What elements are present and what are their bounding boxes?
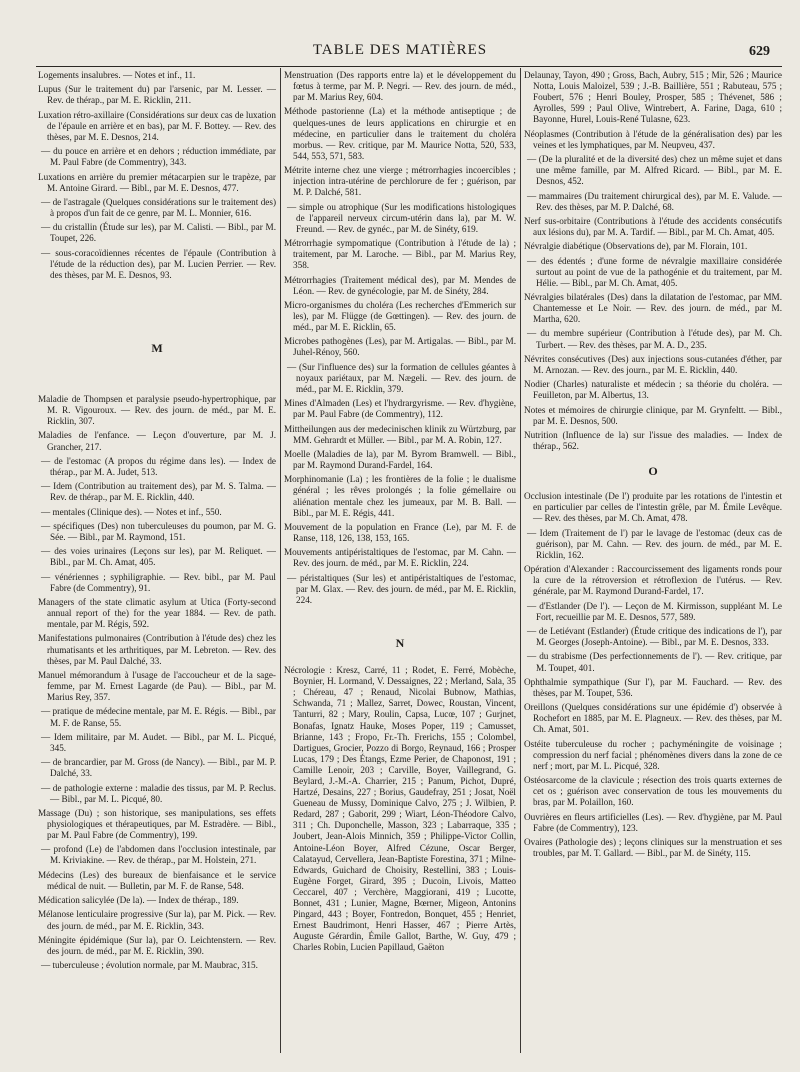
- index-entry: — de brancardier, par M. Gross (de Nancy). — Bibl., par M. P. Dalché, 33.: [41, 757, 276, 779]
- index-entry: Méningite épidémique (Sur la), par O. Leichtenstern. — Rev. des journ. de méd., par M. E. Ricklin, 390.: [38, 934, 276, 956]
- index-entry: Méthode pastorienne (La) et la méthode antiseptique ; de quelques-unes de leurs applications en chirurgie et en médecine, en particulier dans le traitement du choléra morbus. — Rev. critique, par M. Maurice Notta, 520, 533, 544, 553, 571, 583.: [284, 106, 516, 161]
- index-entry: Manifestations pulmonaires (Contribution à l'étude des) chez les rhumatisants et les arthritiques, par M. Lebreton. — Rev. des thèses, par M. Paul Dalché, 33.: [38, 633, 276, 666]
- index-entry: Maladie de Thompsen et paralysie pseudo-hypertrophique, par M. R. Vigouroux. — Rev. des journ. de méd., par M. E. Ricklin, 307.: [38, 394, 276, 427]
- index-entry: — du membre supérieur (Contribution à l'étude des), par M. Ch. Turbert. — Rev. des thèses, par M. A. D., 235.: [527, 328, 782, 350]
- index-entry: Managers of the state climatic asylum at Utica (Forty-second annual report of the) for the year 1884. — Rev. de path. mentale, par M. Régis, 592.: [38, 597, 276, 630]
- index-entry: — Idem militaire, par M. Audet. — Bibl., par M. L. Picqué, 345.: [41, 731, 276, 753]
- index-entry: Manuel mémorandum à l'usage de l'accoucheur et de la sage-femme, par M. Ernest Lagarde (de Pau). — Bibl., par M. Marius Rey, 357.: [38, 669, 276, 703]
- index-entry: Luxation rétro-axillaire (Considérations sur deux cas de luxation de l'épaule en arrière et en bas), par M. F. Bottey. — Rev. des thèses, par M. E. Desnos, 214.: [38, 109, 276, 142]
- index-entry: — du strabisme (Des perfectionnements de l'). — Rev. critique, par M. Toupet, 401.: [527, 651, 782, 673]
- index-entry: — spécifiques (Des) non tuberculeuses du poumon, par M. G. Sée. — Bibl., par M. Raymond, 151.: [41, 520, 276, 542]
- index-entry: Ostéosarcome de la clavicule ; résection des trois quarts externes de cet os ; guérison avec conservation de tous les mouvements du bras, par M. Polaillon, 160.: [524, 775, 782, 808]
- column-divider-left: [280, 68, 281, 1053]
- index-entry: Métrorrhagie sympomatique (Contribution à l'étude de la) ; traitement, par M. Laroche. — Bibl., par M. Marius Rey, 358.: [284, 238, 516, 271]
- index-entry: Ovaires (Pathologie des) ; leçons cliniques sur la menstruation et ses troubles, par M. T. Gallard. — Bibl., par M. de Sinéty, 115.: [524, 836, 782, 859]
- index-entry: Occlusion intestinale (De l') produite par les rotations de l'intestin et en particulier par celles de l'intestin grêle, par M. Émile Levêque. — Rev. des thèses, par M. Ch. Amat, 478.: [524, 491, 782, 524]
- index-entry: Moelle (Maladies de la), par M. Byrom Bramwell. — Bibl., par M. Raymond Durand-Fardel, 164.: [284, 448, 516, 471]
- index-entry: Lupus (Sur le traitement du) par l'arsenic, par M. Lesser. — Rev. de thérap., par M. E. Ricklin, 211.: [38, 84, 276, 106]
- index-column-2: [284, 70, 516, 1055]
- index-entry: Massage (Du) ; son historique, ses manipulations, ses effets physiologiques et thérapeutiques, par M. Estradère. — Bibl., par M. Paul Fabre (de Commentry), 199.: [38, 807, 276, 841]
- entry-group-m-cont: [284, 70, 516, 606]
- index-entry: — des voies urinaires (Leçons sur les), par M. Reliquet. — Bibl., par M. Ch. Amat, 405.: [41, 546, 276, 568]
- index-entry: — du cristallin (Étude sur les), par M. Calisti. — Bibl., par M. Toupet, 226.: [41, 222, 276, 244]
- running-head: [0, 42, 800, 62]
- index-entry: — d'Estlander (De l'). — Leçon de M. Kirmisson, suppléant M. Le Fort, recueillie par M. E. Desnos, 577, 589.: [527, 600, 782, 622]
- entry-group-m: [38, 394, 276, 971]
- index-entry: Luxations en arrière du premier métacarpien sur le trapèze, par M. Antoine Girard. — Bibl., par M. E. Desnos, 477.: [38, 171, 276, 193]
- index-entry: — (De la pluralité et de la diversité des) chez un même sujet et dans une même famille, par M. Alfred Ricard. — Bibl., par M. E. Desnos, 452.: [527, 154, 782, 187]
- index-entry: Ophthalmie sympathique (Sur l'), par M. Fauchard. — Rev. des thèses, par M. Toupet, 536.: [524, 676, 782, 698]
- section-letter-o: O: [648, 464, 658, 479]
- index-entry: Médication salicylée (De la). — Index de thérap., 189.: [38, 895, 239, 906]
- index-entry: Menstruation (Des rapports entre la) et le développement du fœtus à terme, par M. P. Negri. — Rev. des journ. de méd., par M. Marius Rey, 604.: [284, 70, 516, 103]
- index-entry: — profond (Le) de l'abdomen dans l'occlusion intestinale, par M. Kriviakine. — Rev. de thérap., par M. Holstein, 271.: [41, 844, 276, 866]
- index-entry: — mammaires (Du traitement chirurgical des), par M. E. Valude. — Rev. des thèses, par M. P. Dalché, 68.: [527, 190, 782, 212]
- index-entry: Mittheilungen aus der medecinischen klinik zu Würtzburg, par MM. Gehrardt et Müller. — Bibl., par M. A. Robin, 127.: [284, 423, 516, 445]
- index-entry: Micro-organismes du choléra (Les recherches d'Emmerich sur les), par M. Flügge (de Gœttingen). — Rev. des journ. de méd., par M. E. Ricklin, 65.: [284, 299, 516, 333]
- entry-group-l: [38, 70, 276, 281]
- index-entry: — des édentés ; d'une forme de névralgie maxillaire considérée surtout au point de vue de la pathogénie et du traitement, par M. Hélie. — Bibl., par M. Ch. Amat, 405.: [527, 255, 782, 288]
- index-entry: Maladies de l'enfance. — Leçon d'ouverture, par M. J. Grancher, 217.: [38, 430, 276, 452]
- index-entry: — mentales (Clinique des). — Notes et inf., 550.: [41, 506, 222, 517]
- index-entry: — tuberculeuse ; évolution normale, par M. Maubrac, 315.: [41, 960, 258, 971]
- entry-group-n: [284, 665, 516, 953]
- page-number: 629: [749, 44, 770, 59]
- index-entry: — de l'estomac (A propos du régime dans les). — Index de thérap., par M. A. Judet, 513.: [41, 455, 276, 477]
- column-divider-right: [520, 68, 521, 1053]
- index-entry: Métrorrhagies (Traitement médical des), par M. Mendes de Léon. — Rev. de gynécologie, par M. de Sinéty, 284.: [284, 274, 516, 296]
- index-entry: Morphinomanie (La) ; les frontières de la folie ; le dualisme général ; les rêves prolongés ; la folie gémellaire ou aliénation mentale chez les jumeaux, par M. B. Ball. — Bibl., par M. E. Régis, 441.: [284, 474, 516, 518]
- page-title: TABLE DES MATIÈRES: [312, 42, 488, 58]
- index-entry: — de pathologie externe : maladie des tissus, par M. P. Reclus. — Bibl., par M. L. Picqué, 80.: [41, 782, 276, 804]
- index-entry: — (Sur l'influence des) sur la formation de cellules géantes à noyaux pariétaux, par M. Nægeli. — Rev. des journ. de méd., par M. E. Ricklin, 379.: [287, 361, 516, 394]
- index-entry: Nodier (Charles) naturaliste et médecin ; sa théorie du choléra. — Feuilleton, par M. Albertus, 13.: [524, 379, 782, 401]
- index-entry: — du pouce en arrière et en dehors ; réduction immédiate, par M. Paul Fabre (de Commentry), 343.: [41, 146, 276, 168]
- index-entry: Ouvrières en fleurs artificielles (Les). — Rev. d'hygiène, par M. Paul Fabre (de Commentry), 123.: [524, 811, 782, 833]
- index-entry: Ostéite tuberculeuse du rocher ; pachyméningite de voisinage ; compression du nerf facial ; phénomènes divers dans la zone de ce nerf ; mort, par M. L. Picqué, 328.: [524, 738, 782, 771]
- index-entry: — vénériennes ; syphiligraphie. — Rev. bibl., par M. Paul Fabre (de Commentry), 91.: [41, 571, 276, 593]
- index-entry: — Idem (Traitement de l') par le lavage de l'estomac (deux cas de guérison), par M. Cahn. — Rev. des journ. de méd., par M. E. Ricklin, 162.: [527, 527, 782, 560]
- index-entry: — simple ou atrophique (Sur les modifications histologiques de l'appareil nerveux circum-utérin dans la), par M. W. Freund. — Rev. de gynéc., par M. de Sinéty, 619.: [287, 201, 516, 234]
- index-entry: Mouvement de la population en France (Le), par M. F. de Ranse, 118, 126, 138, 153, 165.: [284, 521, 516, 543]
- index-entry: Mouvements antipéristaltiques de l'estomac, par M. Cahn. — Rev. des journ. de méd., par M. E. Ricklin, 224.: [284, 547, 516, 569]
- index-entry: Nerf sus-orbitaire (Contributions à l'étude des accidents consécutifs aux lésions du), par M. A. Tardif. — Bibl., par M. Ch. Amat, 405.: [524, 215, 782, 237]
- index-entry: Nécrologie : Kresz, Carré, 11 ; Rodet, E. Ferré, Mobèche, Boynier, H. Lormand, V. Dessaignes, 22 ; Merland, Sala, 35 ; Chéreau, 47 ; Renaud, Nicolai Bubnow, Mathias, Schwanda, 71 ; Mallez, Sarret, Dowec, Roustan, Vincent, Tanturri, 82 ; Mary, Roulin, Capsa, Lucœ, 107 ; Gurjnet, Bonafas, Ignatz Hauke, Moses Poper, 119 ; Camusset, Brianne, 143 ; Fropo, Fr.-Th. Frerichs, 155 ; Colombel, Dartigues, Grocier, Pozzo di Borgo, Reynaud, 166 ; Prosper Lucas, 179 ; Des Étangs, Ezme Perier, de Chaponost, 191 ; Camille Lenoir, 203 ; Carville, Boyer, Vaillegrand, G. Beylard, J.-M.-A. Charrier, 215 ; Panum, Pichot, Dupré, Hartzé, Desains, 227 ; Borius, Gaudefray, 251 ; Josat, Noël Gueneau de Mussy, Dominique Calvo, 275 ; J. Wilbien, P. Redard, 287 ; Gaborit, 299 ; Wiart, Léon-Théodore Calvo, 311 ; Ch. Duponchelle, Masson, 323 ; Labarraque, 335 ; Joubert, Jean-Alois Minnich, 359 ; Philippe-Victor Collin, Antoine-Léon Boyer, Alfred Cézune, Oscar Berger, Calatayud, Cervellera, Jean-Baptiste Forestina, 371 ; Milne-Edwards, Guichard de Choisity, Restellini, 383 ; Louis-Eugène Forget, Girard, 395 ; Ducoin, Livois, Matteo Ceccarel, 407 ; Verchère, Maggiorani, 419 ; Lucotte, Bonnet, 431 ; Lunier, Magne, Bœrner, Migeon, Antonins Pingard, 443 ; Boyer, Fontredon, Bonquet, 455 ; Henriet, Ernest Baudrimont, Henri Hasser, 467 ; Pierre Artès, Auguste Gérardin, Émile Gallot, Barthe, W. Guy, 479 ; Charles Robin, Lucien Papillaud, Gaëton: [284, 665, 516, 953]
- index-column-1: [38, 70, 276, 1055]
- section-letter-m: M: [151, 340, 163, 355]
- section-letter-n: N: [395, 635, 405, 650]
- index-entry: Logements insalubres. — Notes et inf., 11.: [38, 70, 196, 80]
- index-entry: Opération d'Alexander : Raccourcissement des ligaments ronds pour la cure de la rétroversion et rétroflexion de l'utérus. — Rev. générale, par M. Raymond Durand-Fardel, 17.: [524, 564, 782, 597]
- index-entry: Névrites consécutives (Des) aux injections sous-cutanées d'éther, par M. Arnozan. — Rev. des journ., par M. E. Ricklin, 440.: [524, 353, 782, 375]
- index-entry: Notes et mémoires de chirurgie clinique, par M. Grynfeltt. — Bibl., par M. E. Desnos, 500.: [524, 404, 782, 426]
- index-entry: Delaunay, Tayon, 490 ; Gross, Bach, Aubry, 515 ; Mir, 526 ; Maurice Notta, Louis Maloizel, 539 ; J.-B. Baillière, 551 ; Rabuteau, 575 ; Foubert, 576 ; Henri Bouley, Prosper, 585 ; Thévenet, 586 ; Ayrolles, 599 ; Paul Olive, Wintrebert, A. Farine, Daga, 610 ; Bayonne, Hurel, Louis-René Tulasne, 623.: [524, 70, 782, 125]
- index-entry: — de Letiévant (Estlander) (Étude critique des indications de l'), par M. Georges (Joseph-Antoine). — Bibl., par M. E. Desnos, 333.: [527, 626, 782, 648]
- index-column-3: [524, 70, 782, 1055]
- index-entry: — péristaltiques (Sur les) et antipéristaltiques de l'estomac, par M. Glax. — Rev. des journ. de méd., par M. E. Ricklin, 224.: [287, 572, 516, 605]
- index-entry: — sous-coracoïdiennes récentes de l'épaule (Contribution à l'étude de la réduction des), par M. Lucien Perrier. — Rev. des thèses, par M. E. Desnos, 93.: [41, 247, 276, 280]
- index-entry: Microbes pathogènes (Les), par M. Artigalas. — Bibl., par M. Juhel-Rénoy, 560.: [284, 336, 516, 358]
- header-rule: [36, 66, 782, 67]
- index-entry: — pratique de médecine mentale, par M. E. Régis. — Bibl., par M. F. de Ranse, 55.: [41, 706, 276, 728]
- index-entry: — Idem (Contribution au traitement des), par M. S. Talma. — Rev. de thérap., par M. E. Ricklin, 440.: [41, 481, 276, 503]
- index-entry: Métrite interne chez une vierge ; métrorrhagies incoercibles ; injection intra-utérine de perchlorure de fer ; guérison, par M. P. Dalché, 581.: [284, 165, 516, 198]
- entry-group-n-cont: [524, 70, 782, 452]
- index-entry: Médecins (Les) des bureaux de bienfaisance et le service médical de nuit. — Bulletin, par M. F. de Ranse, 548.: [38, 869, 276, 891]
- index-entry: Névralgie diabétique (Observations de), par M. Florain, 101.: [524, 241, 748, 252]
- index-entry: Mines d'Almaden (Les) et l'hydrargyrisme. — Rev. d'hygiène, par M. Paul Fabre (de Commentry), 112.: [284, 398, 516, 420]
- index-entry: Nutrition (Influence de la) sur l'issue des maladies. — Index de thérap., 562.: [524, 429, 782, 452]
- index-entry: Mélanose lenticulaire progressive (Sur la), par M. Pick. — Rev. des journ. de méd., par M. E. Ricklin, 343.: [38, 909, 276, 931]
- index-entry: Néoplasmes (Contribution à l'étude de la généralisation des) par les veines et les lymphatiques, par M. Neupveu, 437.: [524, 128, 782, 150]
- index-entry: Névralgies bilatérales (Des) dans la dilatation de l'estomac, par MM. Chantemesse et Le Noir. — Rev. des journ. de méd., par M. Martha, 620.: [524, 292, 782, 325]
- index-entry: — de l'astragale (Quelques considérations sur le traitement des) à propos d'un fait de ce genre, par M. L. Monnier, 616.: [41, 196, 276, 218]
- entry-group-o: [524, 491, 782, 859]
- index-entry: Oreillons (Quelques considérations sur une épidémie d') observée à Rochefort en 1885, par M. E. Plagneux. — Rev. des thèses, par M. Ch. Amat, 501.: [524, 702, 782, 735]
